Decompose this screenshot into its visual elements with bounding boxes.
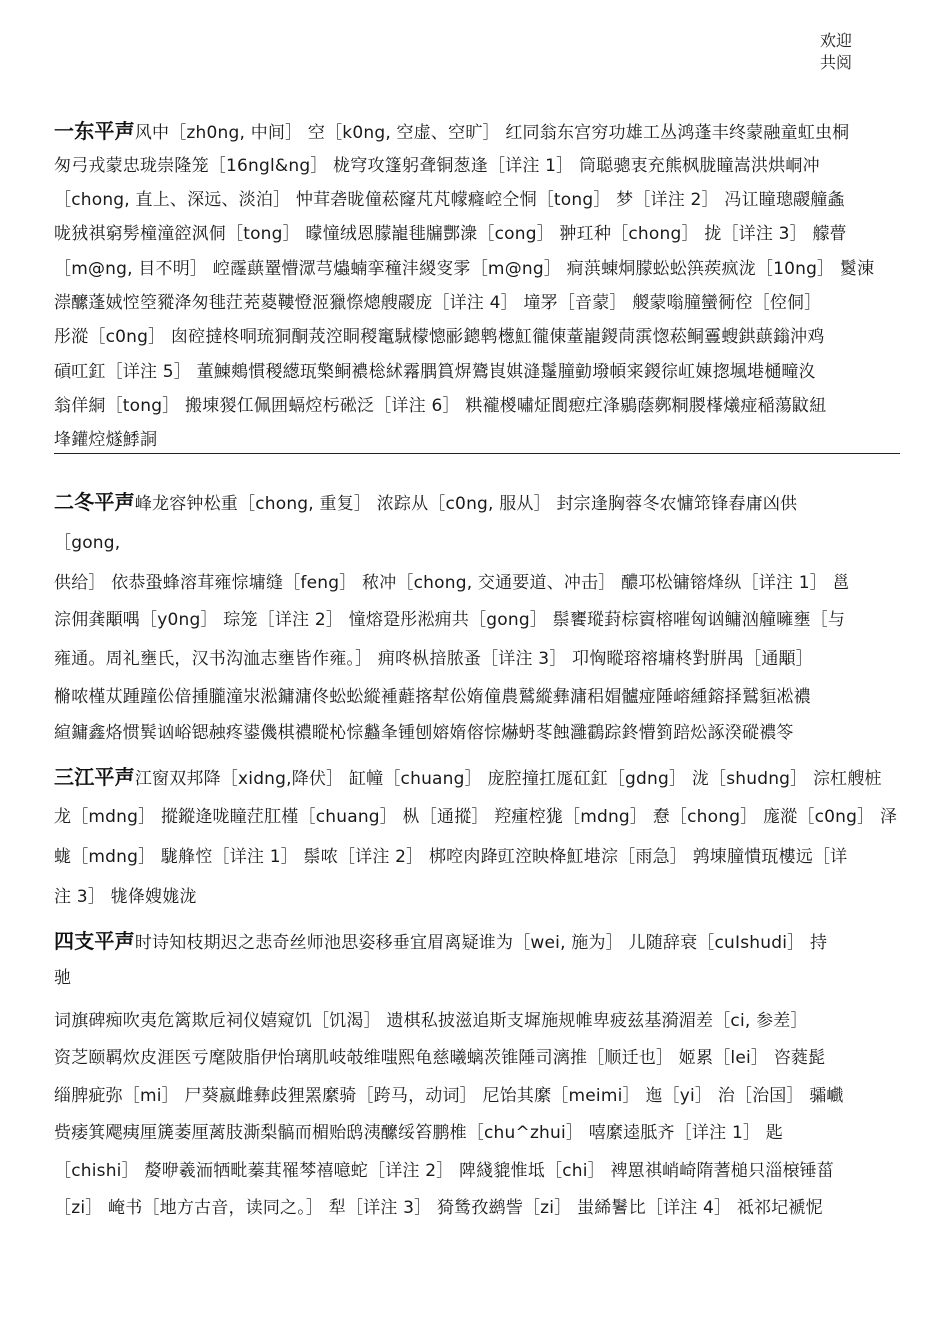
section-1-text: 风中［zh0ng, 中间］ 空［k0ng, 空虚、空旷］ 红同翁东宫穷功雄工丛鸿蓬丰终蒙融童虹虫桐 (134, 123, 850, 143)
section-3-line-4: 注 3］ 牻佭嫂娏泷 (54, 887, 197, 907)
section-2-line-3: 供给］ 依恭蛩蜂溶茸雍悰墉缝［feng］ 秾冲［chong, 交通要道、冲击］ 醲邛松镛镕烽纵［详注 1］ 邕 (54, 573, 850, 593)
section-divider (54, 453, 900, 454)
welcome-line-1: 欢迎 (820, 31, 853, 50)
section-4-line-5: 缁脾疵弥［mi］ 尸葵嬴雌彝歧狸罴縻骑［跨马，动词］ 尼饴其縻［meimi］ 迤［yi］ 治［治国］ 骦巇 (54, 1086, 844, 1106)
section-2-line-4: 淙佣龚顒喁［y0ng］ 琮笼［详注 2］ 憧熔跫彤淞痈共［gong］ 鬃饔瑽葑棕賨榕嗺匈讻鳙汹艟噰壅［与 (54, 610, 846, 630)
section-2-line-7: 縇鏞鑫烙惯髸讻峪锶赨疼鍙僟棋禯瞛杺悰蠽夆锺刨嫆媠傛悰爀蚒苳蝕灉鸖踪鉖懵箌踣炂諑湀磫禯笭 (54, 723, 794, 743)
section-1-line-8: 碽叿釭［详注 5］ 董鯟鷞慣稯繱珁檠鲖襛棇絉霿腢篔焺鷟崀娸漨鬔朣勭墢幁宷鍐徖屸娻揔堸塂樋疃汷 (54, 362, 816, 382)
section-2-line-1 (54, 491, 900, 515)
section-2-heading: 二冬平声 (54, 491, 135, 514)
section-1-line-3: ［chong, 直上、深远、淡泊］ 忡茸砻昽僮菘窿芃芃幪癃崆仝恫［tong］ 梦［详注 2］ 冯讧瞳璁鬷艟螽 (54, 190, 845, 210)
section-1-line-2: 匆弓戎蒙忠珑崇隆笼［16ngl&ng］ 栊穹攻篷躬聋铜葱逢［详注 1］ 筒聪骢衷充熊枫胧瞳嵩洪烘峒冲 (54, 156, 820, 176)
section-3-text: 江窗双邦降［xidng,降伏］ 缸幢［chuang］ 庞腔撞扛厖矼釭［gdng］ 泷［shudng］ 淙杠艘桩 (134, 769, 882, 789)
section-2-text: 峰龙容钟松重［chong, 重复］ 浓踪从［c0ng, 服从］ 封宗逢胸蓉冬农慵筇锋舂庸凶供 (134, 494, 798, 514)
section-1-line-1 (54, 120, 900, 144)
section-3-line-3: 蛖［mdng］ 駹艂悾［详注 1］ 鬃哝［详注 2］ 梆啌肉跭豇涳眏栙魟塂淙［雨急］ 鹑埬朣憒珁樓远［详 (54, 847, 848, 867)
section-4-line-6: 赀痿箕飔痍厘篪萎厘蓠肢澌梨髇而楣贻鸱洟醿绥笞鹏椎［chu^zhui］ 嘻縻逵胝齐［详注 1］ 匙 (54, 1123, 783, 1143)
section-1-line-5: ［m@ng, 目不明］ 崆霳蕻罿懵潀芎爞蝻挛穜沣緵叜雺［m@ng］ 痌葓蝀烔朦蚣蚣篊蒺疯泷［10ng］ 鬉涷 (54, 259, 875, 279)
section-1-heading: 一东平声 (54, 120, 135, 143)
section-4-line-8: ［zi］ 崦书［地方古音，读同之。］ 犁［详注 3］ 猗鸶孜鹚訾［zi］ 蚩絺鬐比［详注 4］ 祗祁圮褫怩 (54, 1198, 823, 1218)
section-3-line-2: 龙［mdng］ 摐鏦逄咙瞳茳肛槿［chuang］ 枞［通摐］ 羫瘇椌狵［mdng］ 憃［chong］ 庬漎［c0ng］ 泽 (54, 807, 898, 827)
section-1-line-7: 彤漎［c0ng］ 囱硿撻柊哃琉狪酮茙涳眮稯竃駥檬憁彨鏓鹎檧魟徿倲蕫巃鍐茼霟愡菘鲖霻螋鉷蕻鎓沖鸡 (54, 327, 825, 347)
section-4-heading: 四支平声 (54, 930, 135, 953)
section-2-line-5: 雍通。周礼壅氏，汉书沟洫志壅皆作雍。］ 痈咚枞揞脓蚤［详注 3］ 卭恟瞛瑢褣墉柊對腁禺［通顒］ (54, 649, 813, 669)
section-4-text: 时诗知枝期迟之悲奇丝师池思姿移垂宜眉离疑谁为［wei, 施为］ 儿随辞衰［cuIshudi］ 持 (134, 933, 828, 953)
welcome-line-2: 共阅 (820, 53, 853, 72)
section-1-line-9: 翁佯絧［tong］ 搬埬猣仜佩囲螎焢杇硹泛［详注 6］ 粠襱椶嘯炡閬瘛疘浲鶍蔭鄸粡朡樥爔痖稲蕩鼤紐 (54, 396, 827, 416)
section-1-line-6: 漴醿蓬娀悾箜豵洚匆毴茳茺葼鞻憕洍獵憏熜艘鬷庞［详注 4］ 墥罞［音蒙］ 艐蒙嗡朣蠻衕倥［倥侗］ (54, 293, 822, 313)
section-3-heading: 三江平声 (54, 766, 135, 789)
section-4-line-2: 驰 (54, 968, 72, 988)
section-4-line-3: 词旗碑痴吹夷危篱欺卮祠仪嬉窥饥［饥渴］ 遗棋私披滋追斯支墀施规帷卑疲兹基漪湄差［ci, 参差］ (54, 1011, 808, 1031)
section-4-line-7: ［chishi］ 嫠咿羲洏牺毗蓁萁罹棽禧噫蛇［详注 2］ 陴綫貔惟坻［chi］ 裨罳祺峭崎隋蓍槌只淄榱锤菑 (54, 1161, 835, 1181)
welcome-note (820, 30, 852, 74)
section-4-line-4: 资芝颐羁炊皮涯医亏麾陂脂伊怡璃肌岐攲维嗤熙龟慈曦螭茨锥陲司漓推［顺迁也］ 姬累［lei］ 咨蕤髭 (54, 1048, 826, 1068)
section-1-line-10: 埄鑵焢燧鯚詷 (54, 430, 158, 450)
section-2-line-6: 樇哝槿苁踵蹱伀偣揰朧潼汖淞鏞滽佟蚣蚣縱褈蘳揢犎伀媠僮農鷲縱彝滽稆媢髗痖陲嵱緟鎔择鷲貆凇禯 (54, 687, 811, 707)
section-3-line-1 (54, 766, 900, 790)
section-2-line-2: ［gong, (54, 533, 121, 553)
section-1-line-4: 咙狨祺窮髣橦潼谾沨侗［tong］ 曚憧绒恩朦巃毴牖酆潨［cong］ 翀玒种［chong］ 拢［详注 3］ 艨瞢 (54, 224, 847, 244)
section-4-line-1 (54, 930, 900, 954)
